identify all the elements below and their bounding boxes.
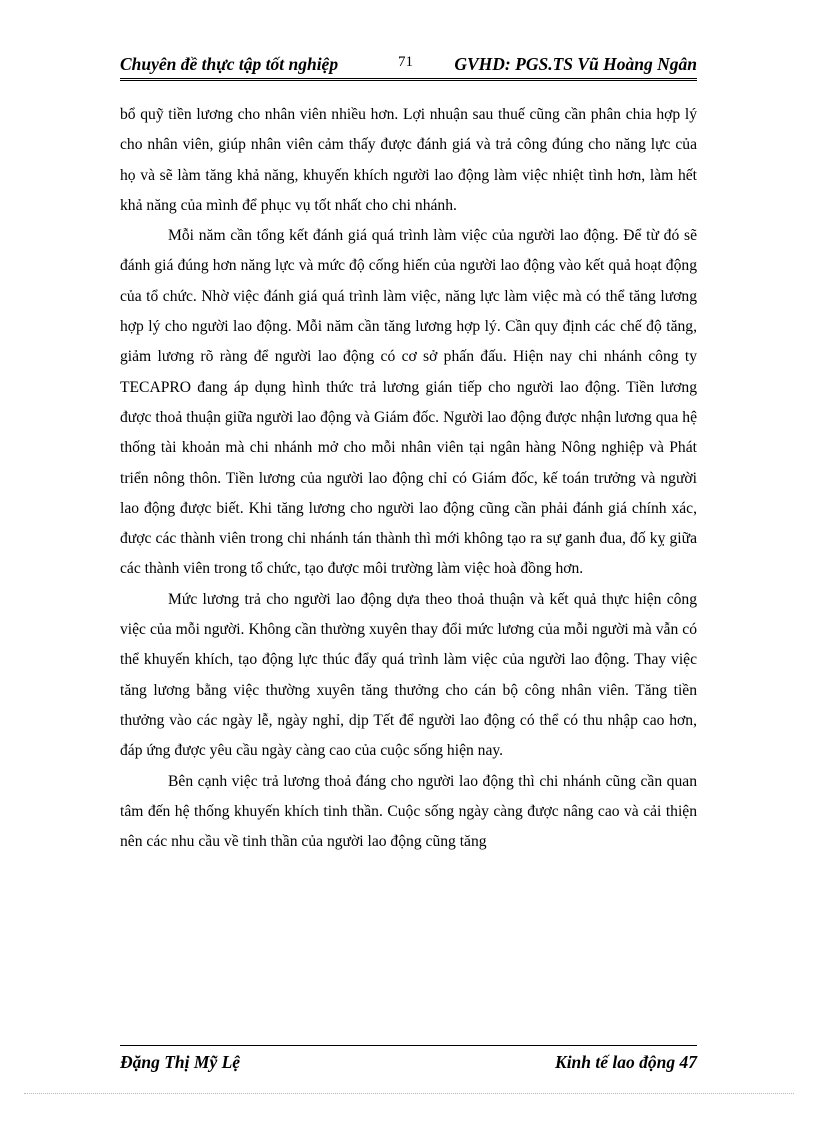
page-header bbox=[120, 52, 697, 81]
page-footer bbox=[120, 1045, 697, 1076]
body-text bbox=[120, 100, 697, 857]
header-report-title: Chuyên đề thực tập tốt nghiệp bbox=[120, 54, 339, 74]
footer-course: Kinh tế lao động 47 bbox=[555, 1052, 697, 1072]
footer-author: Đặng Thị Mỹ Lệ bbox=[120, 1052, 241, 1072]
header-page-number: 71 bbox=[398, 54, 413, 70]
page-edge-divider bbox=[24, 1093, 794, 1094]
paragraph-salary-level: Mức lương trả cho người lao động dựa theo thoả thuận và kết quả thực hiện công việc của mỗi người. Không cần thường xuyên thay đổi mức lương của mỗi người mà vẫn có thể khuyến khích, tạo động lực thúc đẩy quá trình làm việc của người lao động. Thay việc tăng lương bằng việc thường xuyên tăng thưởng cho cán bộ công nhân viên. Tăng tiền thưởng vào các ngày lễ, ngày nghỉ, dịp Tết để người lao động có thể có thu nhập cao hơn, đáp ứng được yêu cầu ngày càng cao của cuộc sống hiện nay. bbox=[120, 590, 697, 760]
paragraph-spiritual-incentives: Bên cạnh việc trả lương thoả đáng cho người lao động thì chi nhánh cũng cần quan tâm đến hệ thống khuyến khích tinh thần. Cuộc sống ngày càng được nâng cao và cải thiện nên các nhu cầu về tinh thần của người lao động cũng tăng bbox=[120, 772, 697, 851]
header-supervisor: GVHD: PGS.TS Vũ Hoàng Ngân bbox=[454, 54, 697, 74]
paragraph-annual-evaluation: Mỗi năm cần tổng kết đánh giá quá trình làm việc của người lao động. Để từ đó sẽ đánh giá đúng hơn năng lực và mức độ cống hiến của người lao động vào kết quả hoạt động của tổ chức. Nhờ việc đánh giá quá trình làm việc, năng lực làm việc mà có thể tăng lương hợp lý cho người lao động. Mỗi năm cần tăng lương hợp lý. Cần quy định các chế độ tăng, giảm lương rõ ràng để người lao động có cơ sở phấn đấu. Hiện nay chi nhánh công ty TECAPRO đang áp dụng hình thức trả lương gián tiếp cho người lao động. Tiền lương được thoả thuận giữa người lao động và Giám đốc. Người lao động được nhận lương qua hệ thống tài khoản mà chi nhánh mở cho mỗi nhân viên tại ngân hàng Nông nghiệp và Phát triển nông thôn. Tiền lương của người lao động chỉ có Giám đốc, kế toán trưởng và người lao động được biết. Khi tăng lương cho người lao động cũng cần phải đánh giá chính xác, được các thành viên trong chi nhánh tán thành thì mới không tạo ra sự ganh đua, đố kỵ giữa các thành viên trong tổ chức, tạo được môi trường làm việc hoà đồng hơn. bbox=[120, 227, 697, 578]
paragraph-continuation: bổ quỹ tiền lương cho nhân viên nhiều hơn. Lợi nhuận sau thuế cũng cần phân chia hợp lý cho nhân viên, giúp nhân viên cảm thấy được đánh giá và trả công đúng cho năng lực của họ và sẽ làm tăng khả năng, khuyến khích người lao động làm việc nhiệt tình hơn, làm hết khả năng của mình để phục vụ tốt nhất cho chi nhánh. bbox=[120, 106, 697, 214]
